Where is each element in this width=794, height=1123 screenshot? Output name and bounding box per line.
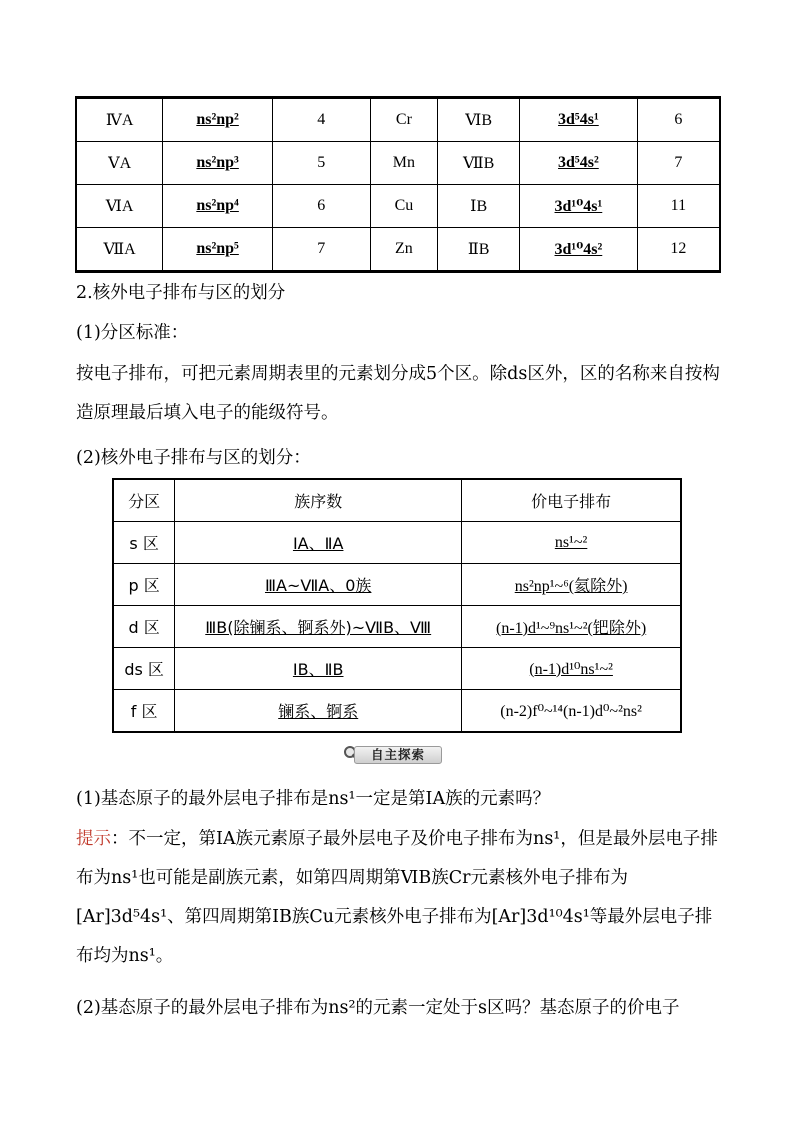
zone-cell: p 区 (113, 564, 175, 606)
table-row (113, 690, 681, 733)
config-cell: 3d¹⁰4s¹ (554, 198, 603, 215)
config-cell: ns¹~² (554, 533, 588, 551)
badge-label: 自主探索 (354, 746, 442, 764)
config-cell: ns²np¹~⁶(氦除外) (514, 578, 628, 595)
column-header: 价电子排布 (462, 479, 681, 522)
column-header: 分区 (113, 479, 175, 522)
groups-cell: ⅠB、ⅡB (292, 660, 344, 679)
hint-paragraph (76, 820, 726, 976)
subsection-title: (1)分区标准： (76, 323, 189, 343)
config-cell: (n-2)f⁰~¹⁴(n-1)d⁰~²ns² (500, 702, 642, 720)
paragraph: 按电子排布，可把元素周期表里的元素划分成5个区。除ds区外，区的名称来自按构造原理最后填入电子的能级符号。 (76, 364, 720, 423)
number-cell: 12 (637, 228, 720, 272)
groups-cell: ⅢA~ⅦA、0族 (264, 576, 372, 595)
table-header-row (113, 479, 681, 522)
zone-cell: ds 区 (113, 648, 175, 690)
subsection-title: (2)核外电子排布与区的划分： (76, 448, 311, 468)
zone-cell: s 区 (113, 522, 175, 564)
hint-text: ：不一定，第ⅠA族元素原子最外层电子及价电子排布为ns¹，但是最外层电子排布为ns¹也可能是副族元素，如第四周期第ⅥB族Cr元素核外电子排布为[Ar]3d⁵4s¹、第四周期第ⅠB族Cu元素核外电子排布为[Ar]3d¹⁰4s¹等最外层电子排布均为ns¹。 (76, 829, 718, 966)
groups-cell: ⅠA、ⅡA (292, 534, 344, 553)
group-config-table (75, 96, 721, 273)
zone-cell: d 区 (113, 606, 175, 648)
group-cell: ⅥB (438, 98, 520, 142)
number-cell: 6 (272, 185, 370, 228)
element-cell: Mn (370, 142, 438, 185)
group-cell: ⅥA (76, 185, 163, 228)
zone-cell: f 区 (113, 690, 175, 733)
group-cell: ⅦA (76, 228, 163, 272)
group-cell: ⅣA (76, 98, 163, 142)
table-row (76, 142, 720, 185)
config-cell: 3d⁵4s¹ (558, 111, 599, 128)
config-cell: ns²np² (196, 111, 239, 128)
section-title: 2.核外电子排布与区的划分 (76, 283, 286, 303)
table-row (76, 185, 720, 228)
table-row (113, 606, 681, 648)
table-row (113, 648, 681, 690)
question-2: (2)基态原子的最外层电子排布为ns²的元素一定处于s区吗？基态原子的价电子 (76, 998, 680, 1018)
config-cell: ns²np⁵ (196, 240, 239, 257)
config-cell: ns²np³ (196, 154, 239, 171)
number-cell: 7 (637, 142, 720, 185)
group-cell: ⅤA (76, 142, 163, 185)
group-cell: ⅠB (438, 185, 520, 228)
question-1: (1)基态原子的最外层电子排布是ns¹一定是第ⅠA族的元素吗？ (76, 789, 551, 809)
number-cell: 6 (637, 98, 720, 142)
config-cell: 3d⁵4s² (558, 154, 599, 171)
group-cell: ⅡB (438, 228, 520, 272)
element-cell: Cr (370, 98, 438, 142)
hint-label: 提示 (76, 829, 111, 849)
table-row (113, 522, 681, 564)
group-cell: ⅦB (438, 142, 520, 185)
number-cell: 7 (272, 228, 370, 272)
groups-cell: 镧系、锕系 (278, 702, 359, 721)
column-header: 族序数 (175, 479, 462, 522)
table-row (76, 98, 720, 142)
config-cell: ns²np⁴ (196, 197, 239, 214)
config-cell: 3d¹⁰4s² (554, 241, 603, 258)
groups-cell: ⅢB(除镧系、锕系外)~ⅦB、Ⅷ (205, 618, 432, 637)
number-cell: 11 (637, 185, 720, 228)
element-cell: Zn (370, 228, 438, 272)
config-cell: (n-1)d¹⁰ns¹~² (529, 660, 613, 678)
zone-table (112, 478, 682, 733)
self-explore-badge (342, 744, 448, 764)
table-row (113, 564, 681, 606)
config-cell: (n-1)d¹~⁹ns¹~²(钯除外) (496, 620, 647, 637)
element-cell: Cu (370, 185, 438, 228)
number-cell: 4 (272, 98, 370, 142)
table-row (76, 228, 720, 272)
number-cell: 5 (272, 142, 370, 185)
